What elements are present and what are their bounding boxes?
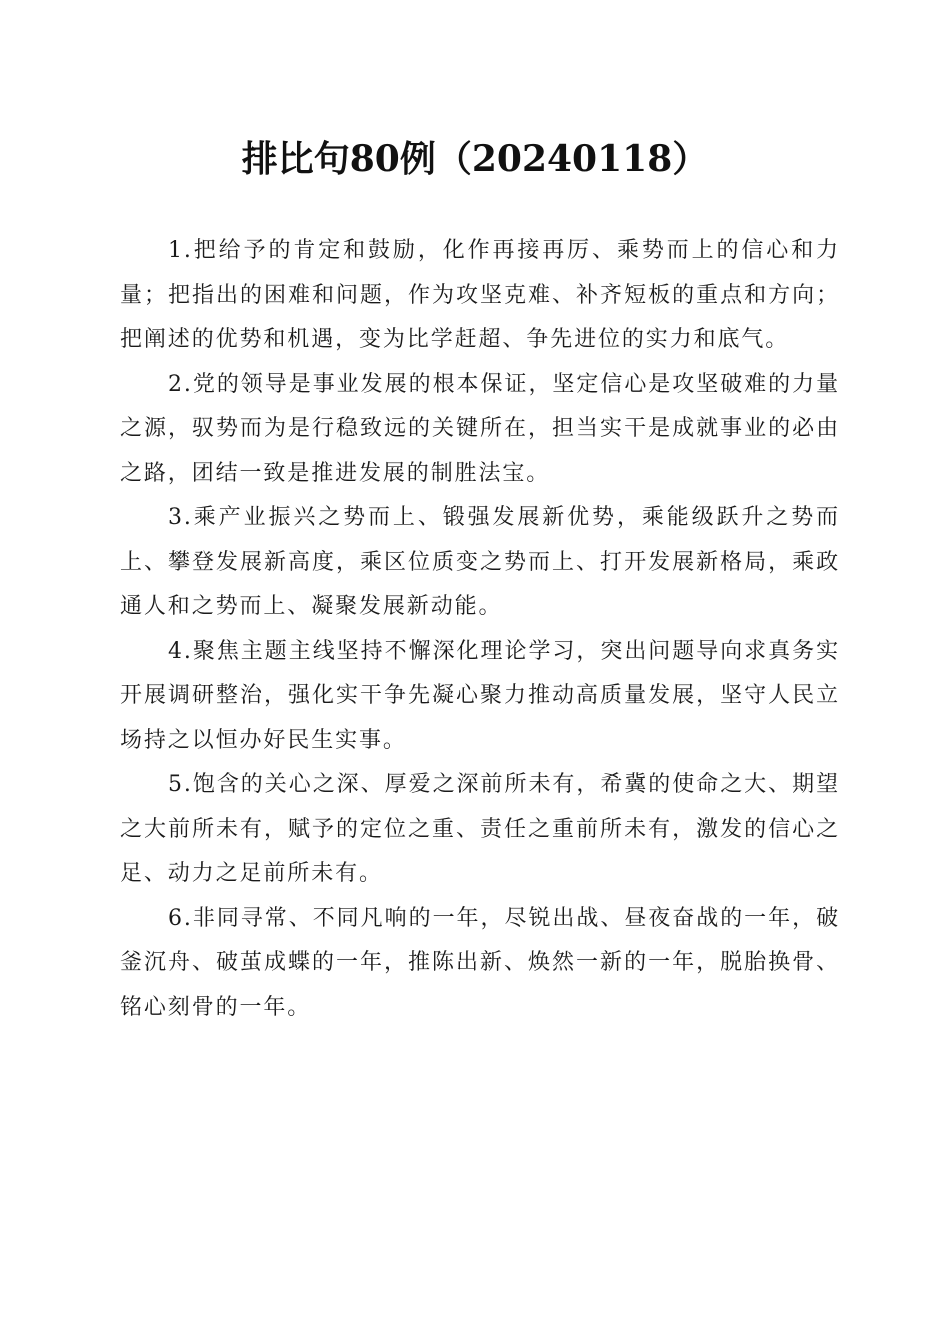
paragraph-6: 6.非同寻常、不同凡响的一年，尽锐出战、昼夜奋战的一年，破釜沉舟、破茧成蝶的一年，推陈出新、焕然一新的一年，脱胎换骨、铭心刻骨的一年。 — [120, 905, 840, 1020]
paragraph-5: 5.饱含的关心之深、厚爱之深前所未有，希冀的使命之大、期望之大前所未有，赋予的定位之重、责任之重前所未有，激发的信心之足、动力之足前所未有。 — [120, 772, 840, 886]
paragraph-1: 1.把给予的肯定和鼓励，化作再接再厉、乘势而上的信心和力量；把指出的困难和问题，作为攻坚克难、补齐短板的重点和方向；把阐述的优势和机遇，变为比学赶超、争先进位的实力和底气。 — [120, 238, 840, 352]
paragraph-2: 2.党的领导是事业发展的根本保证，坚定信心是攻坚破难的力量之源，驭势而为是行稳致远的关键所在，担当实干是成就事业的必由之路，团结一致是推进发展的制胜法宝。 — [120, 371, 840, 486]
paragraph-4: 4.聚焦主题主线坚持不懈深化理论学习，突出问题导向求真务实开展调研整治，强化实干争先凝心聚力推动高质量发展，坚守人民立场持之以恒办好民生实事。 — [120, 638, 840, 753]
document-title: 排比句80例（20240118） — [241, 138, 709, 180]
paragraph-3: 3.乘产业振兴之势而上、锻强发展新优势，乘能级跃升之势而上、攀登发展新高度，乘区位质变之势而上、打开发展新格局，乘政通人和之势而上、凝聚发展新动能。 — [120, 505, 840, 619]
document-body — [120, 229, 840, 1030]
